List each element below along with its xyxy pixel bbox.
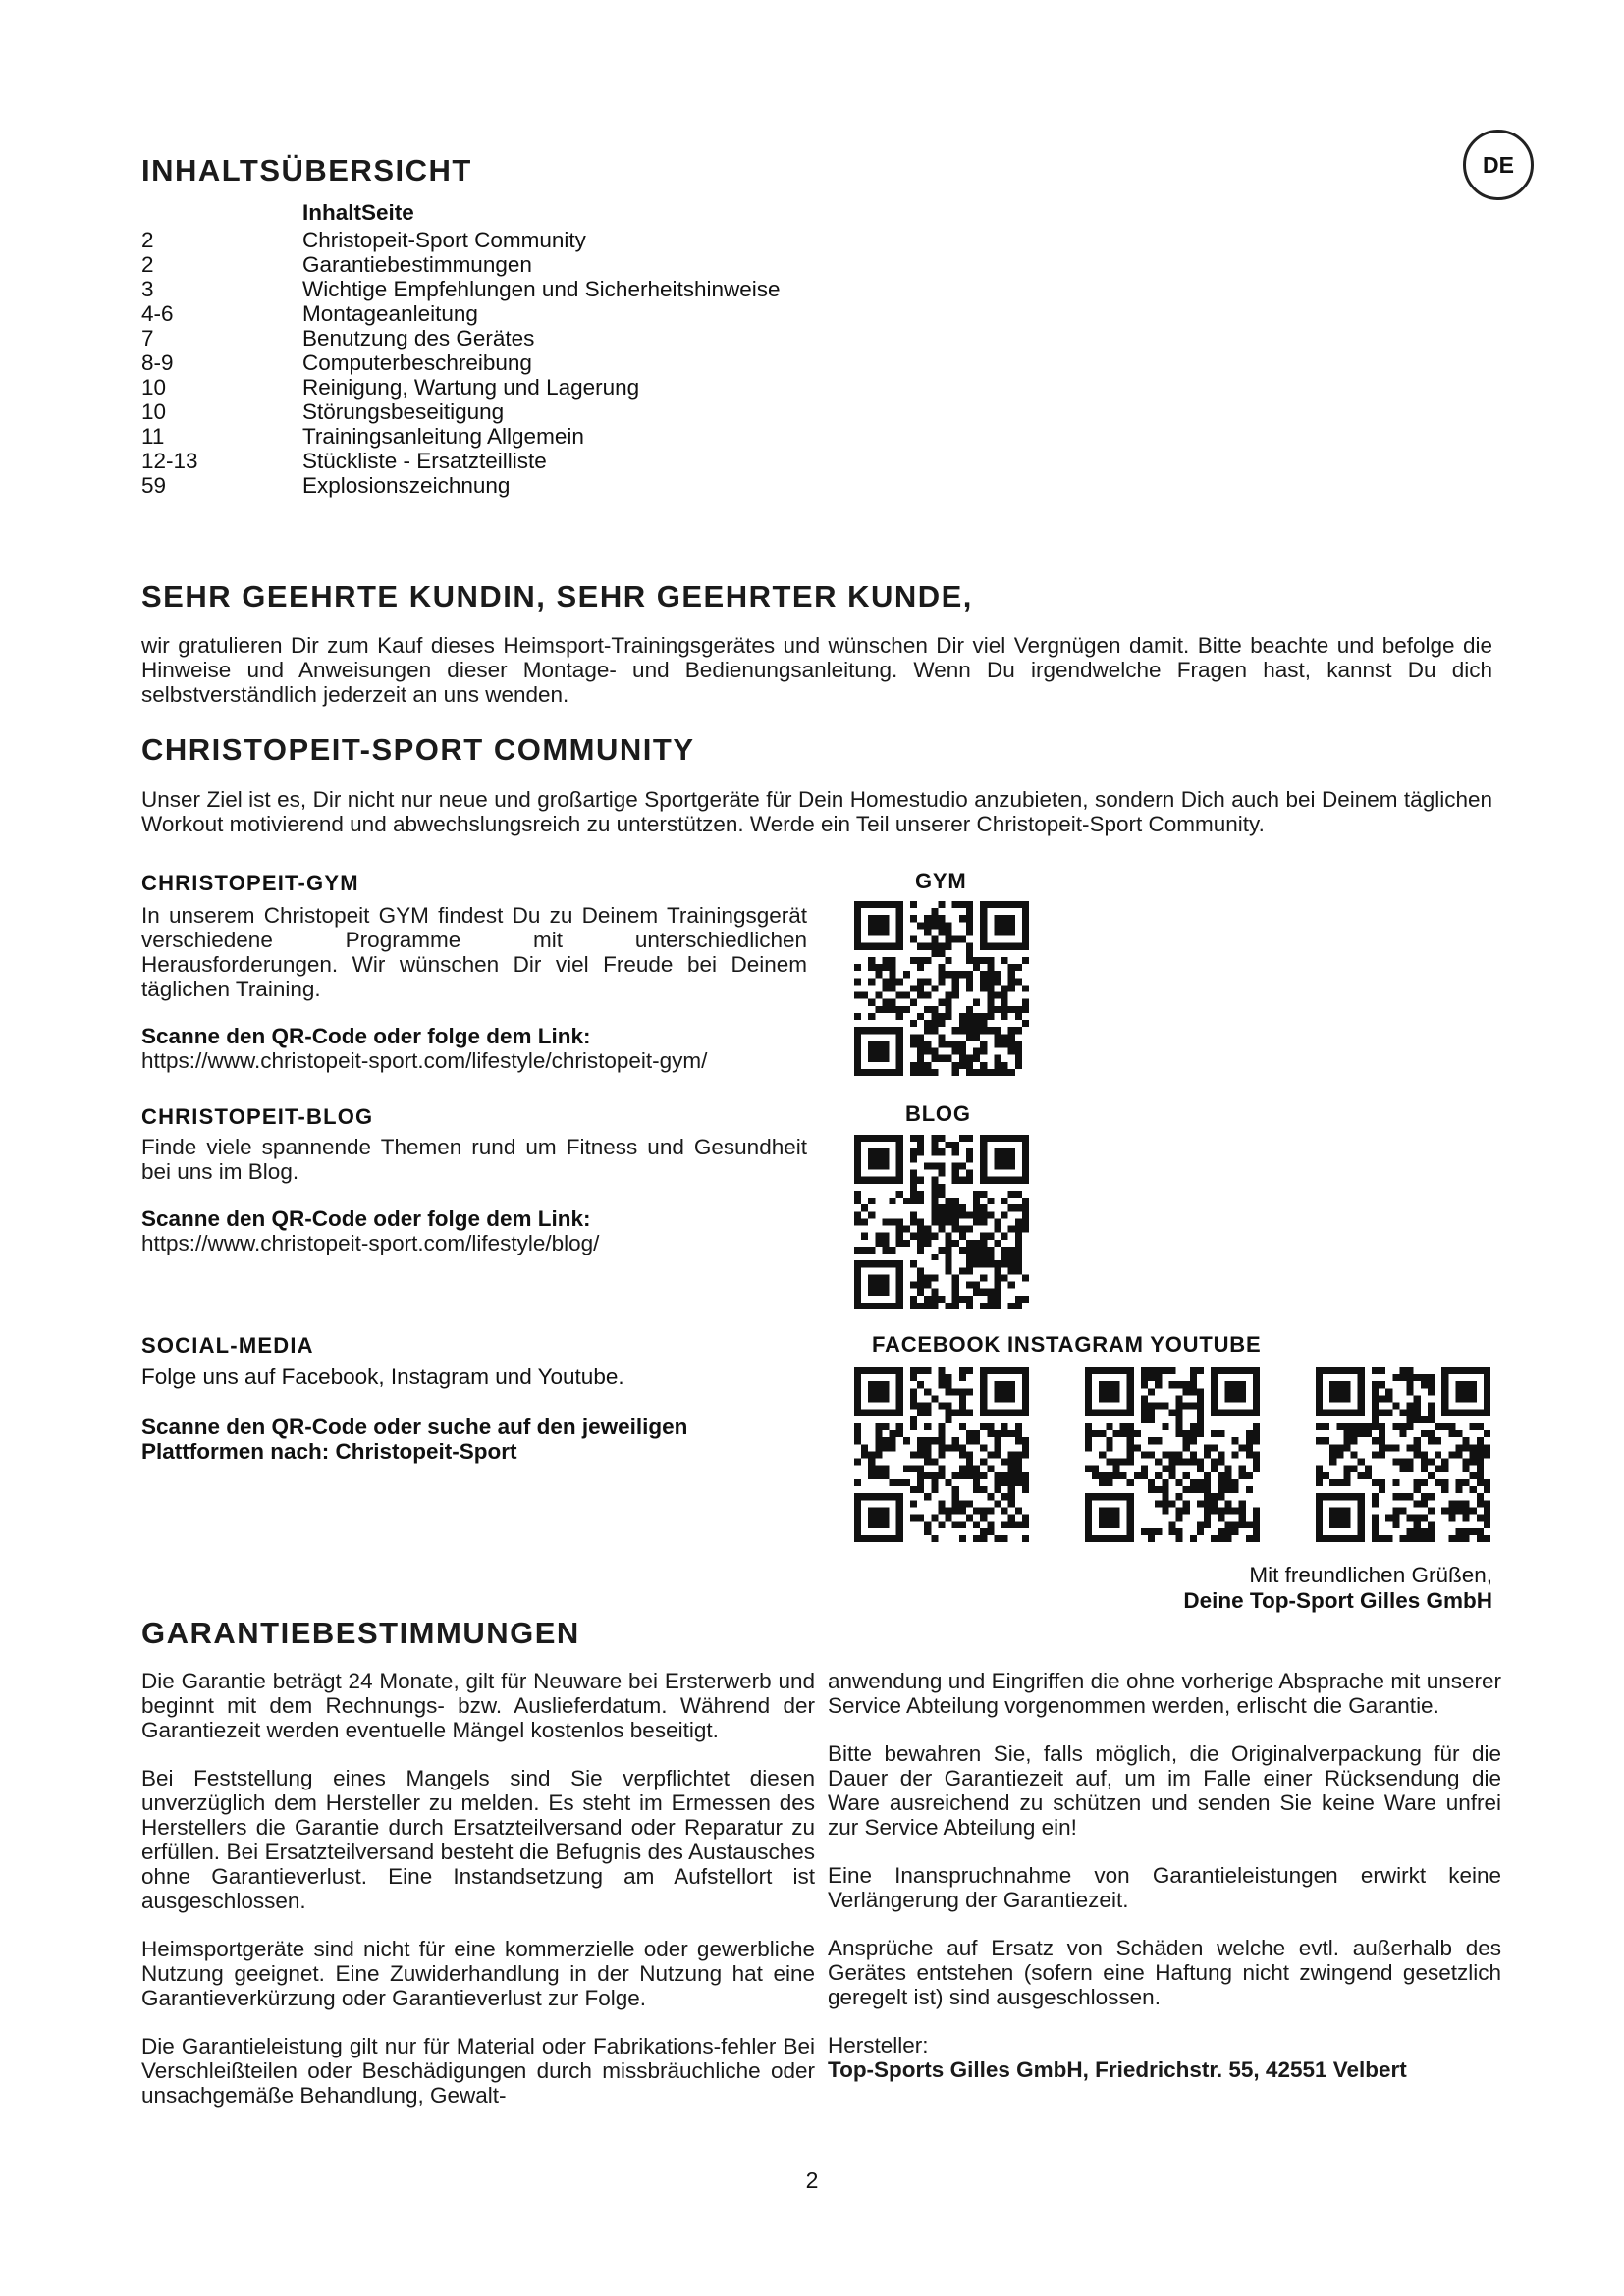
toc-page: 11	[141, 424, 165, 449]
toc-page: 4-6	[141, 301, 174, 326]
toc-entry: Trainingsanleitung Allgemein	[302, 424, 584, 449]
warranty-paragraph: Eine Inanspruchnahme von Garantieleistungen erwirkt keine Verlängerung der Garantiezeit.	[828, 1863, 1501, 1912]
social-scan-line-1: Scanne den QR-Code oder suche auf den jeweiligen	[141, 1415, 688, 1439]
warranty-paragraph: anwendung und Eingriffen die ohne vorherige Absprache mit unserer Service Abteilung vorgenommen werden, erlischt die Garantie.	[828, 1669, 1501, 1718]
community-text: Unser Ziel ist es, Dir nicht nur neue und großartige Sportgeräte für Dein Homestudio anzubieten, sondern Dich auch bei Deinem täglichen Workout motivierend und abwechslungsreich zu unterstützen. Werde ein Teil unserer Christopeit-Sport Community.	[141, 787, 1492, 836]
gym-link[interactable]: https://www.christopeit-sport.com/lifestyle/christopeit-gym/	[141, 1048, 708, 1073]
warranty-paragraph: Ansprüche auf Ersatz von Schäden welche evtl. außerhalb des Gerätes entstehen (sofern eine Haftung nicht zwingend gesetzlich geregelt ist) sind ausgeschlossen.	[828, 1936, 1501, 2009]
blog-link[interactable]: https://www.christopeit-sport.com/lifestyle/blog/	[141, 1231, 600, 1255]
toc-entry: Wichtige Empfehlungen und Sicherheitshinweise	[302, 277, 781, 301]
toc-page: 2	[141, 252, 154, 277]
gym-qr-label: GYM	[915, 869, 967, 893]
blog-heading: CHRISTOPEIT-BLOG	[141, 1104, 374, 1129]
page-number: 2	[805, 2167, 819, 2193]
closing-text: Mit freundlichen Grüßen,	[1249, 1563, 1492, 1587]
social-qr-label: FACEBOOK INSTAGRAM YOUTUBE	[872, 1332, 1262, 1357]
social-text: Folge uns auf Facebook, Instagram und Youtube.	[141, 1364, 624, 1389]
toc-page: 8-9	[141, 350, 174, 375]
greeting-text: wir gratulieren Dir zum Kauf dieses Heimsport-Trainingsgerätes und wünschen Dir viel Vergnügen damit. Bitte beachte und befolge die Hinweise und Anweisungen dieser Montage- und Bedienungsanleitung. Wenn Du irgendwelche Fragen hast, kannst Du dich selbstverständlich jederzeit an uns wenden.	[141, 633, 1492, 707]
gym-text: In unserem Christopeit GYM findest Du zu Deinem Trainingsgerät verschiedene Programme mit unterschiedlichen Herausforderungen. Wir wünschen Dir viel Freude bei Deinem täglichen Training.	[141, 903, 807, 1001]
manufacturer-address: Top-Sports Gilles GmbH, Friedrichstr. 55, 42551 Velbert	[828, 2057, 1407, 2082]
warranty-paragraph: Die Garantieleistung gilt nur für Material oder Fabrikations-fehler Bei Verschleißteilen oder Beschädigungen durch missbräuchliche oder unsachgemäße Behandlung, Gewalt-	[141, 2034, 815, 2108]
qr-modules	[1085, 1367, 1260, 1542]
qr-modules	[854, 1367, 1029, 1542]
greeting-title: SEHR GEEHRTE KUNDIN, SEHR GEEHRTER KUNDE,	[141, 579, 973, 614]
toc-page: 10	[141, 375, 167, 400]
warranty-paragraph: Heimsportgeräte sind nicht für eine kommerzielle oder gewerbliche Nutzung geeignet. Eine Zuwiderhandlung in der Nutzung hat eine Garantieverkürzung oder Garantieverlust zur Folge.	[141, 1937, 815, 2010]
toc-entry: Benutzung des Gerätes	[302, 326, 535, 350]
toc-page: 7	[141, 326, 154, 350]
blog-scan-text: Scanne den QR-Code oder folge dem Link:	[141, 1206, 591, 1231]
warranty-left-column	[141, 1669, 815, 2131]
toc-page: 2	[141, 228, 154, 252]
toc-entry: Computerbeschreibung	[302, 350, 532, 375]
toc-entry: Explosionszeichnung	[302, 473, 511, 498]
blog-qr-code[interactable]	[854, 1135, 1029, 1309]
instagram-qr-code[interactable]	[1085, 1367, 1260, 1542]
toc-page: 12-13	[141, 449, 198, 473]
toc-page: 10	[141, 400, 167, 424]
facebook-qr-code[interactable]	[854, 1367, 1029, 1542]
warranty-right-column	[828, 1669, 1501, 2082]
blog-text: Finde viele spannende Themen rund um Fitness und Gesundheit bei uns im Blog.	[141, 1135, 807, 1184]
toc-page: 59	[141, 473, 167, 498]
blog-qr-label: BLOG	[905, 1101, 971, 1126]
qr-modules	[1316, 1367, 1490, 1542]
warranty-paragraph: Bei Feststellung eines Mangels sind Sie verpflichtet diesen unverzüglich dem Hersteller zu melden. Es steht im Ermessen des Herstellers die Garantie durch Ersatzteilversand oder Reparatur zu erfüllen. Bei Ersatzteilversand besteht die Befugnis des Austausches ohne Garantieverlust. Eine Instandsetzung am Aufstellort ist ausgeschlossen.	[141, 1766, 815, 1913]
social-heading: SOCIAL-MEDIA	[141, 1333, 314, 1358]
closing-company: Deine Top-Sport Gilles GmbH	[1183, 1588, 1492, 1613]
toc-entry: Montageanleitung	[302, 301, 478, 326]
social-scan-line-2: Plattformen nach: Christopeit-Sport	[141, 1439, 517, 1464]
qr-modules	[854, 901, 1029, 1076]
toc-header: InhaltSeite	[302, 200, 414, 225]
toc-entry: Stückliste - Ersatzteilliste	[302, 449, 547, 473]
warranty-title: GARANTIEBESTIMMUNGEN	[141, 1616, 580, 1650]
toc-entry: Garantiebestimmungen	[302, 252, 532, 277]
toc-page: 3	[141, 277, 154, 301]
language-badge: DE	[1463, 130, 1534, 200]
gym-heading: CHRISTOPEIT-GYM	[141, 871, 359, 895]
gym-qr-code[interactable]	[854, 901, 1029, 1076]
toc-entry: Störungsbeseitigung	[302, 400, 505, 424]
toc-entry: Reinigung, Wartung und Lagerung	[302, 375, 640, 400]
community-title: CHRISTOPEIT-SPORT COMMUNITY	[141, 732, 695, 767]
warranty-paragraph: Die Garantie beträgt 24 Monate, gilt für Neuware bei Ersterwerb und beginnt mit dem Rechnungs- bzw. Auslieferdatum. Während der Garantiezeit werden eventuelle Mängel kostenlos beseitigt.	[141, 1669, 815, 1742]
qr-modules	[854, 1135, 1029, 1309]
toc-entry: Christopeit-Sport Community	[302, 228, 586, 252]
gym-scan-text: Scanne den QR-Code oder folge dem Link:	[141, 1024, 591, 1048]
youtube-qr-code[interactable]	[1316, 1367, 1490, 1542]
manufacturer-label: Hersteller:	[828, 2033, 929, 2057]
toc-title: INHALTSÜBERSICHT	[141, 153, 472, 187]
warranty-paragraph: Bitte bewahren Sie, falls möglich, die Originalverpackung für die Dauer der Garantiezeit auf, um im Falle einer Rücksendung die Ware ausreichend zu schützen und senden Sie keine Ware unfrei zur Service Abteilung ein!	[828, 1741, 1501, 1840]
